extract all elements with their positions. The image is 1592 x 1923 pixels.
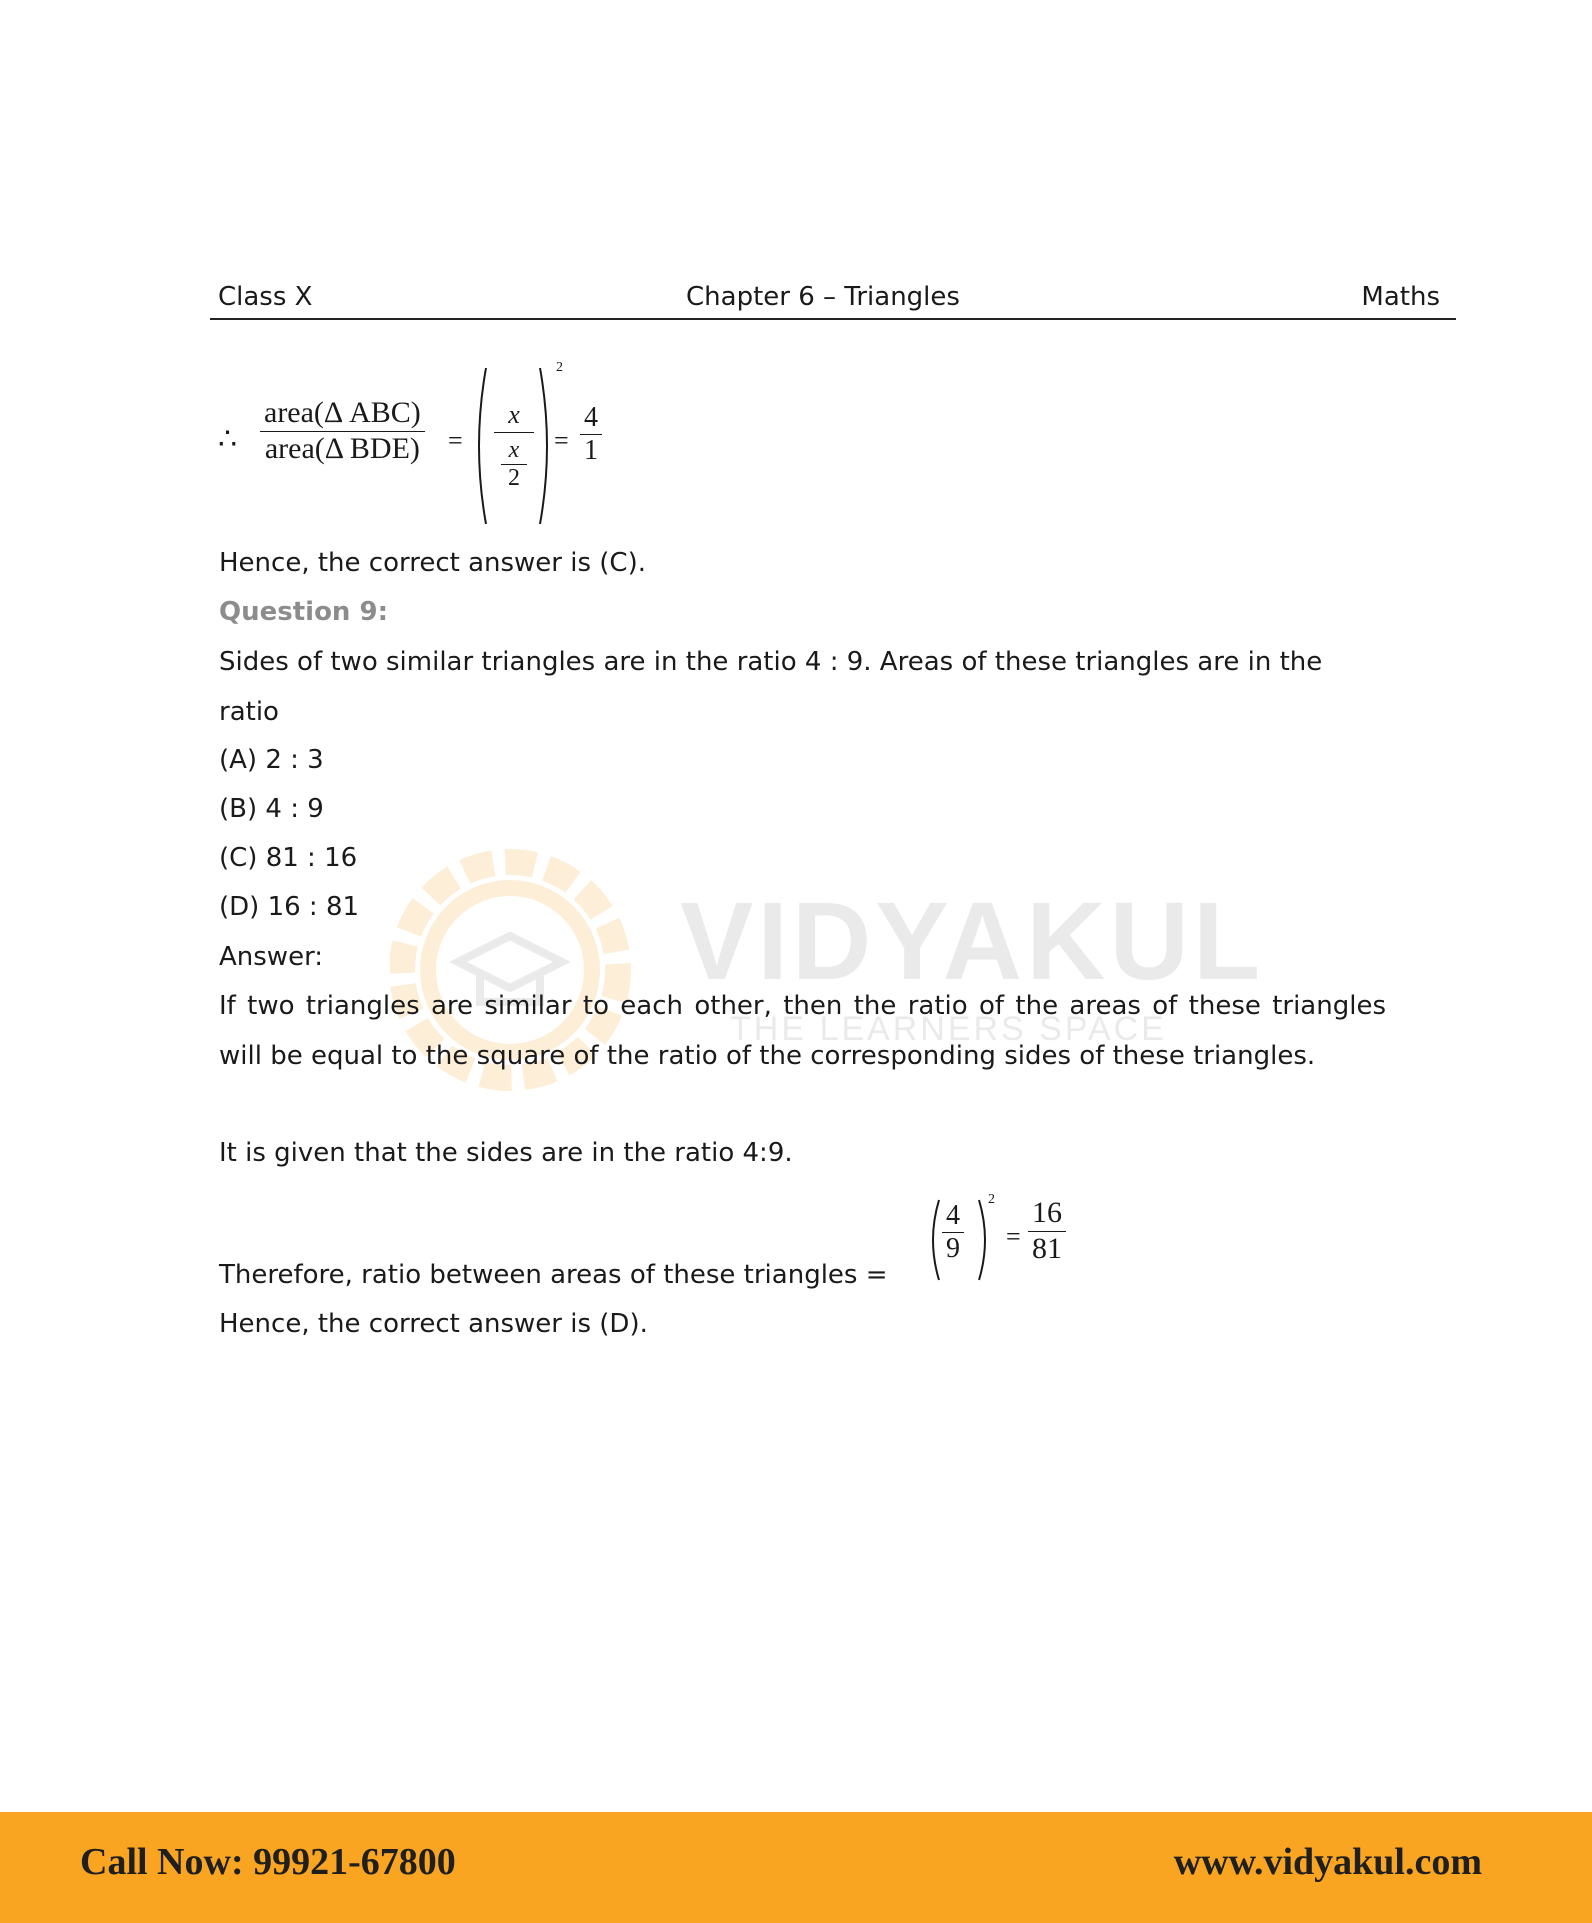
exponent-2: 2 — [988, 1192, 995, 1207]
right-paren-2 — [976, 1198, 992, 1282]
page-header — [210, 278, 1456, 320]
exponent: 2 — [556, 360, 563, 375]
therefore-symbol: ∴ — [218, 423, 238, 456]
result-fraction: 4 1 — [580, 402, 602, 467]
website-link[interactable]: www.vidyakul.com — [1173, 1841, 1482, 1883]
side-ratio-fraction: 4 9 — [942, 1200, 964, 1265]
watermark-brand: VIDYAKUL — [680, 880, 1265, 1003]
left-paren-2 — [926, 1198, 942, 1282]
call-now-text: Call Now: 99921-67800 — [80, 1841, 456, 1883]
answer-text: If two triangles are similar to each other, then the ratio of the areas of these triangles will be equal to the square of the ratio of the corresponding sides of these triangles. — [219, 991, 1386, 1071]
area-fraction — [260, 396, 425, 466]
area-abc: area(Δ ABC) — [264, 396, 421, 429]
option-a: (A) 2 : 3 — [219, 745, 324, 775]
area-ratio-fraction: 16 81 — [1028, 1196, 1066, 1266]
question-title: Question 9: — [219, 597, 388, 627]
hence-answer-d: Hence, the correct answer is (D). — [219, 1309, 648, 1339]
inner-den-denominator: 2 — [508, 465, 520, 491]
inner-den-numerator: x — [508, 437, 520, 463]
header-class: Class X — [218, 282, 313, 312]
header-chapter: Chapter 6 – Triangles — [686, 282, 960, 312]
inner-fraction — [494, 400, 534, 492]
area-ratio-result-equation — [926, 1192, 1096, 1286]
inner-numerator: x — [508, 400, 520, 429]
given-text: It is given that the sides are in the ratio 4:9. — [219, 1138, 793, 1168]
answer-label: Answer: — [219, 942, 324, 972]
equals-sign-2: = — [554, 426, 569, 455]
header-subject: Maths — [1361, 282, 1440, 312]
question-text: Sides of two similar triangles are in the ratio 4 : 9. Areas of these triangles are in the ratio — [219, 647, 1323, 727]
hence-answer-c: Hence, the correct answer is (C). — [219, 548, 646, 578]
equals-sign: = — [448, 426, 463, 455]
area-bde: area(Δ BDE) — [264, 431, 420, 465]
right-paren — [536, 366, 556, 526]
therefore-text: Therefore, ratio between areas of these triangles = — [219, 1260, 888, 1290]
area-ratio-equation — [218, 360, 618, 530]
left-paren — [470, 366, 490, 526]
option-b: (B) 4 : 9 — [219, 794, 324, 824]
equals-sign-3: = — [1006, 1222, 1021, 1251]
option-d: (D) 16 : 81 — [219, 892, 360, 922]
watermark-tagline: THE LEARNERS SPACE — [730, 1010, 1167, 1048]
option-c: (C) 81 : 16 — [219, 843, 358, 873]
footer-banner — [0, 1812, 1592, 1923]
